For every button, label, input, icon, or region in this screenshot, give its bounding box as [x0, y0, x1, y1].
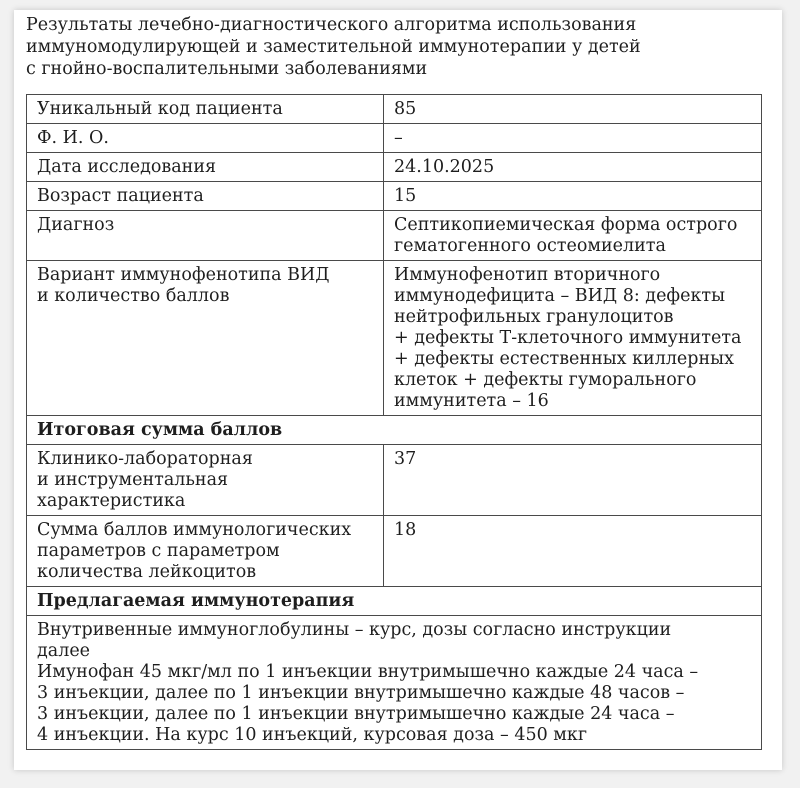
table-row-immunological-score [27, 516, 762, 587]
row-label: Диагноз [27, 211, 384, 261]
row-value: 15 [384, 182, 762, 211]
table-row-therapy-heading [27, 587, 762, 616]
table-row-exam-date [27, 153, 762, 182]
row-label: Дата исследования [27, 153, 384, 182]
table-row-diagnosis [27, 211, 762, 261]
row-label: Сумма баллов иммунологических параметров с параметром количества лейкоцитов [27, 516, 384, 587]
row-value: 24.10.2025 [384, 153, 762, 182]
section-heading-totals: Итоговая сумма баллов [27, 416, 762, 445]
table-row-full-name [27, 124, 762, 153]
table-row-immunophenotype [27, 261, 762, 416]
row-value: Септикопиемическая форма острого гематогенного остеомиелита [384, 211, 762, 261]
row-label: Ф. И. О. [27, 124, 384, 153]
row-value: 37 [384, 445, 762, 516]
table-row-patient-age [27, 182, 762, 211]
row-value: – [384, 124, 762, 153]
row-label: Клинико-лабораторная и инструментальная характеристика [27, 445, 384, 516]
results-table [26, 94, 762, 750]
row-label: Уникальный код пациента [27, 95, 384, 124]
table-row-clinical-score [27, 445, 762, 516]
row-value: Иммунофенотип вторичного иммунодефицита – ВИД 8: дефекты нейтрофильных гранулоцитов + дефекты Т-клеточного иммунитета + дефекты естественных киллерных клеток + дефекты гуморального иммунитета – 16 [384, 261, 762, 416]
row-value: 85 [384, 95, 762, 124]
row-label: Вариант иммунофенотипа ВИД и количество баллов [27, 261, 384, 416]
row-value: 18 [384, 516, 762, 587]
table-row-totals-heading [27, 416, 762, 445]
section-heading-therapy: Предлагаемая иммунотерапия [27, 587, 762, 616]
therapy-text: Внутривенные иммуноглобулины – курс, дозы согласно инструкции далее Имунофан 45 мкг/мл по 1 инъекции внутримышечно каждые 24 часа – 3 инъекции, далее по 1 инъекции внутримышечно каждые 48 часов – 3 инъекции, далее по 1 инъекции внутримышечно каждые 24 часа – 4 инъекции. На курс 10 инъекций, курсовая доза – 450 мкг [27, 616, 762, 750]
table-row-therapy-text [27, 616, 762, 750]
row-label: Возраст пациента [27, 182, 384, 211]
table-row-patient-code [27, 95, 762, 124]
document-title: Результаты лечебно-диагностического алгоритма использования иммуномодулирующей и заместительной иммунотерапии у детей с гнойно-воспалительными заболеваниями [26, 15, 641, 79]
